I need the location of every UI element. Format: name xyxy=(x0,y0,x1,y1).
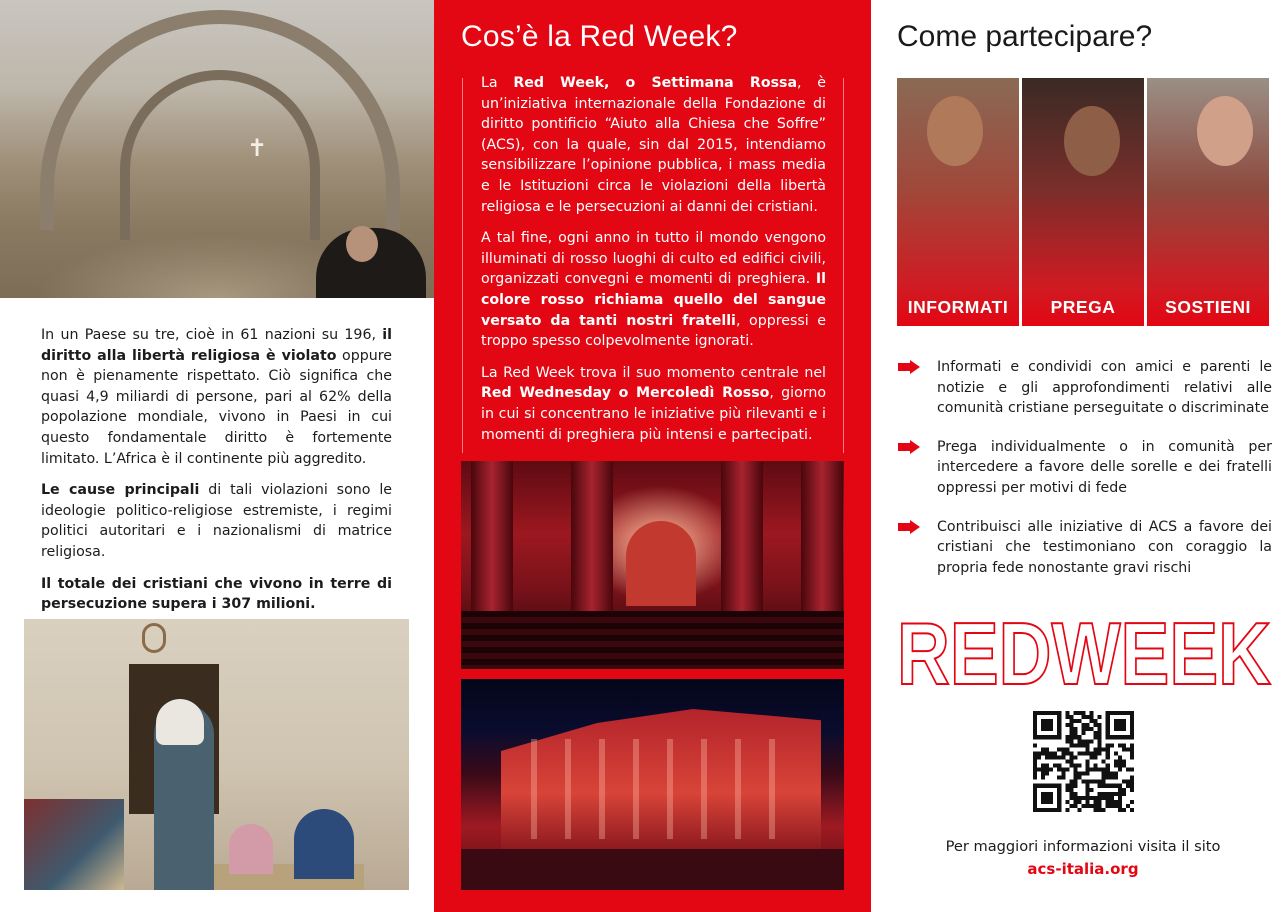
divider xyxy=(462,78,463,453)
list-item xyxy=(897,517,1272,579)
participation-list xyxy=(897,357,1272,596)
tile-prega xyxy=(1022,78,1144,326)
text-run: di tali violazioni sono le ideologie politico-religiose estremiste, i regimi politici autoritari e i nazionalismi di matrice religiosa. xyxy=(41,482,392,560)
bold-text: Red Week, o Settimana Rossa xyxy=(513,75,798,91)
tile-label: PREGA xyxy=(1050,297,1116,317)
section-title-red-week: Cos’è la Red Week? xyxy=(461,20,738,53)
left-paragraph xyxy=(41,480,392,562)
text-run: , è un’iniziativa internazionale della Fondazione di diritto pontificio “Aiuto alla Chiesa che Soffre” (ACS), con la quale, sin dal 2015, intendiamo sensibilizzare l’opinione pubblica, i mass media e le Istituzioni circa le violazioni della libertà religiosa e le persecuzioni ai danni dei cristiani. xyxy=(481,75,827,215)
more-info-text: Per maggiori informazioni visita il sito xyxy=(945,838,1221,855)
tile-sostieni xyxy=(1147,78,1269,326)
divider xyxy=(843,78,844,453)
red-lit-church-photo xyxy=(461,461,844,669)
text-run: La Red Week trova il suo momento centrale nel xyxy=(481,364,826,381)
left-paragraph xyxy=(41,574,392,615)
red-week-paragraph xyxy=(481,228,826,352)
arrow-icon xyxy=(898,360,920,374)
ruined-church-photo xyxy=(0,0,434,298)
text-run: La xyxy=(481,75,514,91)
text-run: , giorno in cui si concentrano le iniziative più rilevanti e i momenti di preghiera più intensi e partecipati. xyxy=(481,385,827,443)
red-lit-fountain-photo xyxy=(461,679,844,890)
bold-text: Le cause principali xyxy=(41,482,200,499)
list-item xyxy=(897,357,1272,419)
left-paragraph xyxy=(41,325,392,469)
arrow-icon xyxy=(898,520,920,534)
bold-text: Red Wednesday o Mercoledì Rosso xyxy=(481,385,770,402)
nun-with-children-photo xyxy=(24,619,409,890)
left-column-text xyxy=(41,325,392,626)
bold-text: Il colore rosso richiama quello del sangue versato da tanti nostri fratelli xyxy=(481,271,826,329)
bold-text: il diritto alla libertà religiosa è violato xyxy=(41,327,392,364)
list-item-text: Informati e condividi con amici e parenti le notizie e gli approfondimenti relativi alle comunità cristiane perseguitate o discriminate xyxy=(937,359,1272,417)
section-title-participate: Come partecipare? xyxy=(897,20,1153,53)
tile-informati xyxy=(897,78,1019,326)
red-week-paragraph xyxy=(481,363,826,445)
arrow-icon xyxy=(898,440,920,454)
list-item-text: Contribuisci alle iniziative di ACS a favore dei cristiani che testimoniano con coraggio la propria fede nonostante gravi rischi xyxy=(937,518,1272,576)
text-run: , oppressi e troppo spesso colpevolmente ignorati. xyxy=(481,312,826,350)
tile-label: SOSTIENI xyxy=(1165,297,1251,317)
tile-label: INFORMATI xyxy=(907,297,1009,317)
text-run: In un Paese su tre, cioè in 61 nazioni su 196, xyxy=(41,327,383,343)
bold-text: Il totale dei cristiani che vivono in terre di persecuzione supera i 307 milioni. xyxy=(41,575,392,613)
cross-icon: ✝ xyxy=(247,134,268,162)
text-run: A tal fine, ogni anno in tutto il mondo vengono illuminati di rosso luoghi di culto ed edifici civili, organizzati convegni e momenti di preghiera. xyxy=(481,230,826,288)
text-run: oppure non è pienamente rispettato. Ciò significa che quasi 4,9 miliardi di persone, pari al 62% della popolazione mondiale, vivono in Paesi in cui questo fondamentale diritto è fortemente limitato. L’Africa è il continente più aggredito. xyxy=(41,347,392,467)
red-week-description xyxy=(481,73,826,456)
red-week-paragraph xyxy=(481,73,826,217)
logo-text: REDWEEK xyxy=(897,614,1271,690)
list-item xyxy=(897,437,1272,499)
qr-code-icon[interactable] xyxy=(1033,711,1134,812)
redweek-logo xyxy=(895,614,1273,690)
website-link[interactable]: acs-italia.org xyxy=(1027,860,1139,878)
more-info xyxy=(897,836,1269,880)
list-item-text: Prega individualmente o in comunità per intercedere a favore delle sorelle e dei fratelli oppressi per motivi di fede xyxy=(937,438,1272,496)
